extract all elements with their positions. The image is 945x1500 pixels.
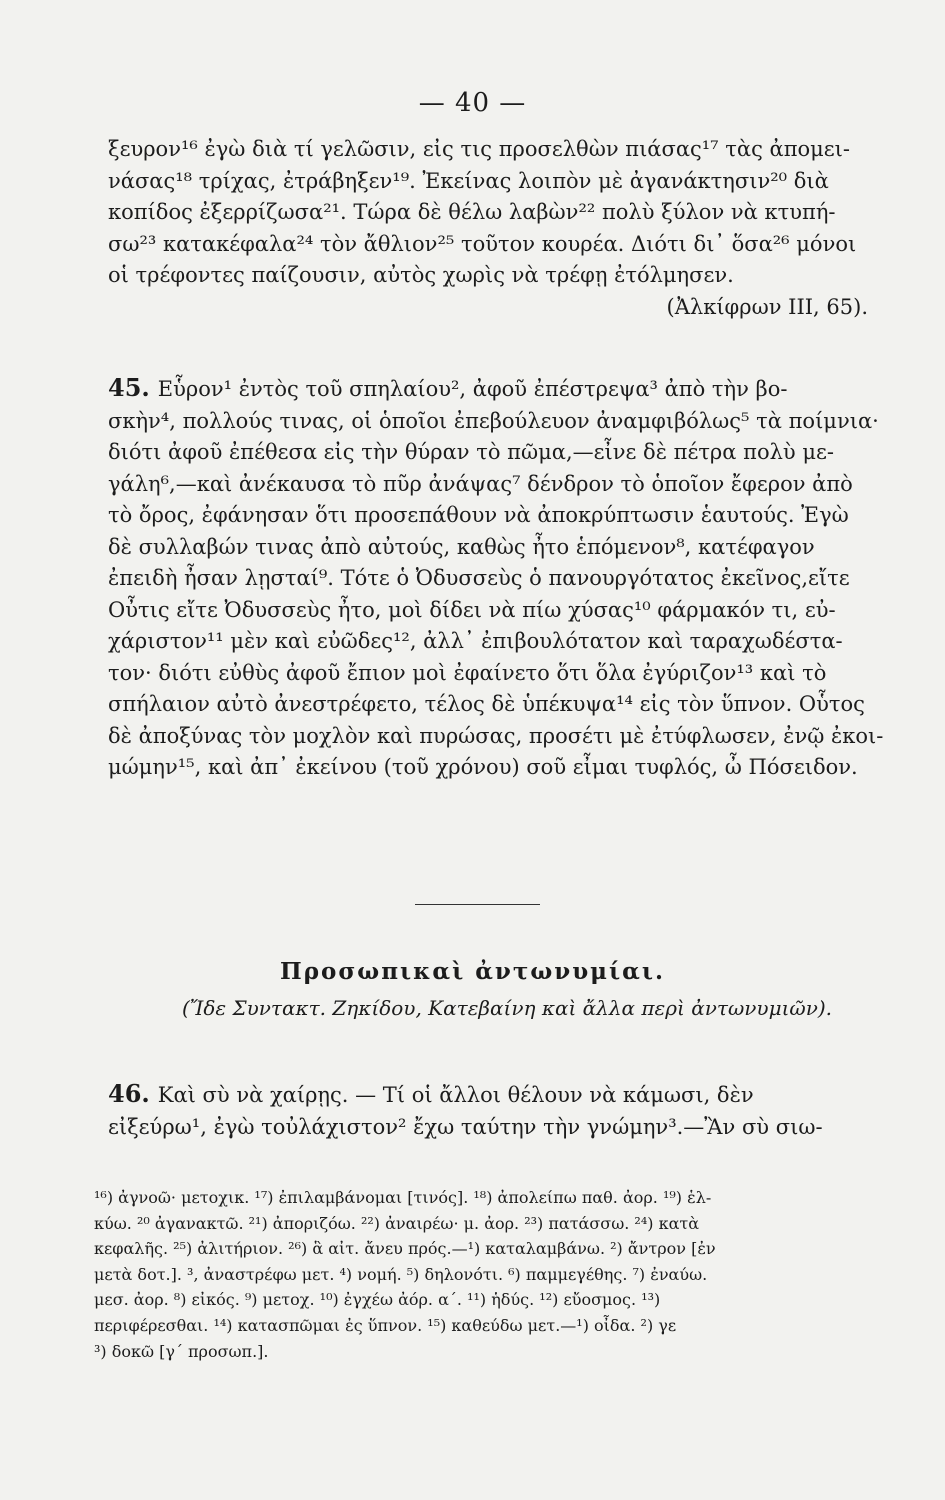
text-line: νάσας¹⁸ τρίχας, ἐτράβηξεν¹⁹. Ἐκείνας λοιπὸν μὲ ἀγανάκτησιν²⁰ διὰ [108,168,829,193]
footnotes [94,1185,909,1364]
section-number: 46. [108,1079,150,1108]
text-line: ἐπειδὴ ἦσαν λῃσταί⁹. Τότε ὁ Ὀδυσσεὺς ὁ πανουργότατος ἐκεῖνος,εἴτε [108,566,850,590]
text-line: οἱ τρέφοντες παίζουσιν, αὐτὸς χωρὶς νὰ τρέφῃ ἐτόλμησεν. [108,263,734,287]
text-line: σκὴν⁴, πολλούς τινας, οἱ ὁποῖοι ἐπεβούλευον ἀναμφιβόλως⁵ τὰ ποίμνια· [108,408,879,433]
text-line [108,1078,908,1112]
page-number: — 40 — [418,88,527,118]
text-line: δὲ συλλαβών τινας ἀπὸ αὐτούς, καθὼς ἦτο ἑπόμενον⁸, κατέφαγον [108,534,815,559]
text-line: τὸ ὄρος, ἐφάνησαν ὅτι προσεπάθουν νὰ ἀποκρύπτωσιν ἑαυτούς. Ἐγὼ [108,503,849,527]
text-line: σπήλαιον αὐτὸ ἀνεστρέφετο, τέλος δὲ ὑπέκυψα¹⁴ εἰς τὸν ὕπνον. Οὗτος [108,692,865,716]
text-line: γάλη⁶,—καὶ ἀνέκαυσα τὸ πῦρ ἀνάψας⁷ δένδρον τὸ ὁποῖον ἔφερον ἀπὸ [108,471,853,496]
citation: (Ἀλκίφρων III, 65). [666,294,868,319]
footnote-line: κύω. ²⁰ ἀγανακτῶ. ²¹) ἀποριζόω. ²²) ἀναιρέω· μ. ἀορ. ²³) πατάσσω. ²⁴) κατὰ [94,1213,700,1233]
section-number: 45. [108,373,150,402]
text-line: διότι ἀφοῦ ἐπέθεσα εἰς τὴν θύραν τὸ πῶμα,—εἶνε δὲ πέτρα πολὺ με- [108,440,834,464]
section-46 [108,1078,908,1143]
text-line-body: Καὶ σὺ νὰ χαίρῃς. — Τί οἱ ἄλλοι θέλουν νὰ κάμωσι, δὲν [157,1083,754,1107]
footnote-line: περιφέρεσθαι. ¹⁴) κατασπῶμαι ἐς ὕπνον. ¹⁵) καθεύδω μετ.—¹) οἶδα. ²) γε [94,1315,677,1335]
text-line: εἰξεύρω¹, ἐγὼ τοὐλάχιστον² ἔχω ταύτην τὴν γνώμην³.—Ἂν σὺ σιω- [108,1114,823,1139]
text-line: χάριστον¹¹ μὲν καὶ εὐῶδες¹², ἀλλ᾽ ἐπιβουλότατον καὶ ταραχωδέστα- [108,629,843,653]
text-line-body: Εὗρον¹ ἐντὸς τοῦ σπηλαίου², ἀφοῦ ἐπέστρεψα³ ἀπὸ τὴν βο- [157,377,788,401]
text-line: ξευρον¹⁶ ἐγὼ διὰ τί γελῶσιν, εἰς τις προσελθὼν πιάσας¹⁷ τὰς ἀπομει- [108,137,850,161]
text-line: μώμην¹⁵, καὶ ἀπ᾽ ἐκείνου (τοῦ χρόνου) σοῦ εἶμαι τυφλός, ὦ Πόσειδον. [108,755,858,779]
text-line: Οὖτις εἴτε Ὀδυσσεὺς ἦτο, μοὶ δίδει νὰ πίω χύσας¹⁰ φάρμακόν τι, εὐ- [108,597,836,622]
text-line: κοπίδος ἐξερρίζωσα²¹. Τώρα δὲ θέλω λαβὼν²² πολὺ ξύλον νὰ κτυπή- [108,200,836,224]
text-line: σω²³ κατακέφαλα²⁴ τὸν ἄθλιον²⁵ τοῦτον κουρέα. Διότι δι᾽ ὅσα²⁶ μόνοι [108,231,857,256]
chapter-subheading: (Ἴδε Συντακτ. Ζηκίδου, Κατεβαίνη καὶ ἄλλα περὶ ἀντωνυμιῶν). [181,996,833,1020]
section-divider [415,904,540,905]
footnote-line: κεφαλῆς. ²⁵) ἀλιτήριον. ²⁶) ἃ αἰτ. ἄνευ πρός.—¹) καταλαμβάνω. ²) ἄντρον [ἐν [94,1239,716,1259]
chapter-heading: Προσωπικαὶ ἀντωνυμίαι. [279,958,665,985]
section-45 [108,372,908,784]
text-line: τον· διότι εὐθὺς ἀφοῦ ἔπιον μοὶ ἐφαίνετο ὅτι ὅλα ἐγύριζον¹³ καὶ τὸ [108,660,827,685]
text-line: δὲ ἀποξύνας τὸν μοχλὸν καὶ πυρώσας, προσέτι μὲ ἐτύφλωσεν, ἐνῷ ἐκοι- [108,723,884,748]
footnote-line: ¹⁶) ἀγνοῶ· μετοχικ. ¹⁷) ἐπιλαμβάνομαι [τινός]. ¹⁸) ἀπολείπω παθ. ἀορ. ¹⁹) ἑλ- [94,1188,712,1207]
section-44-continuation [108,134,908,323]
footnote-line: ³) δοκῶ [γ΄ προσωπ.]. [94,1341,269,1361]
footnote-line: μεσ. ἀορ. ⁸) εἰκός. ⁹) μετοχ. ¹⁰) ἐγχέω ἀόρ. α΄. ¹¹) ἡδύς. ¹²) εὔοσμος. ¹³) [94,1290,661,1310]
text-line [108,372,908,406]
footnote-line: μετὰ δοτ.]. ³, ἀναστρέφω μετ. ⁴) νομή. ⁵) δηλονότι. ⁶) παμμεγέθης. ⁷) ἐναύω. [94,1264,708,1284]
